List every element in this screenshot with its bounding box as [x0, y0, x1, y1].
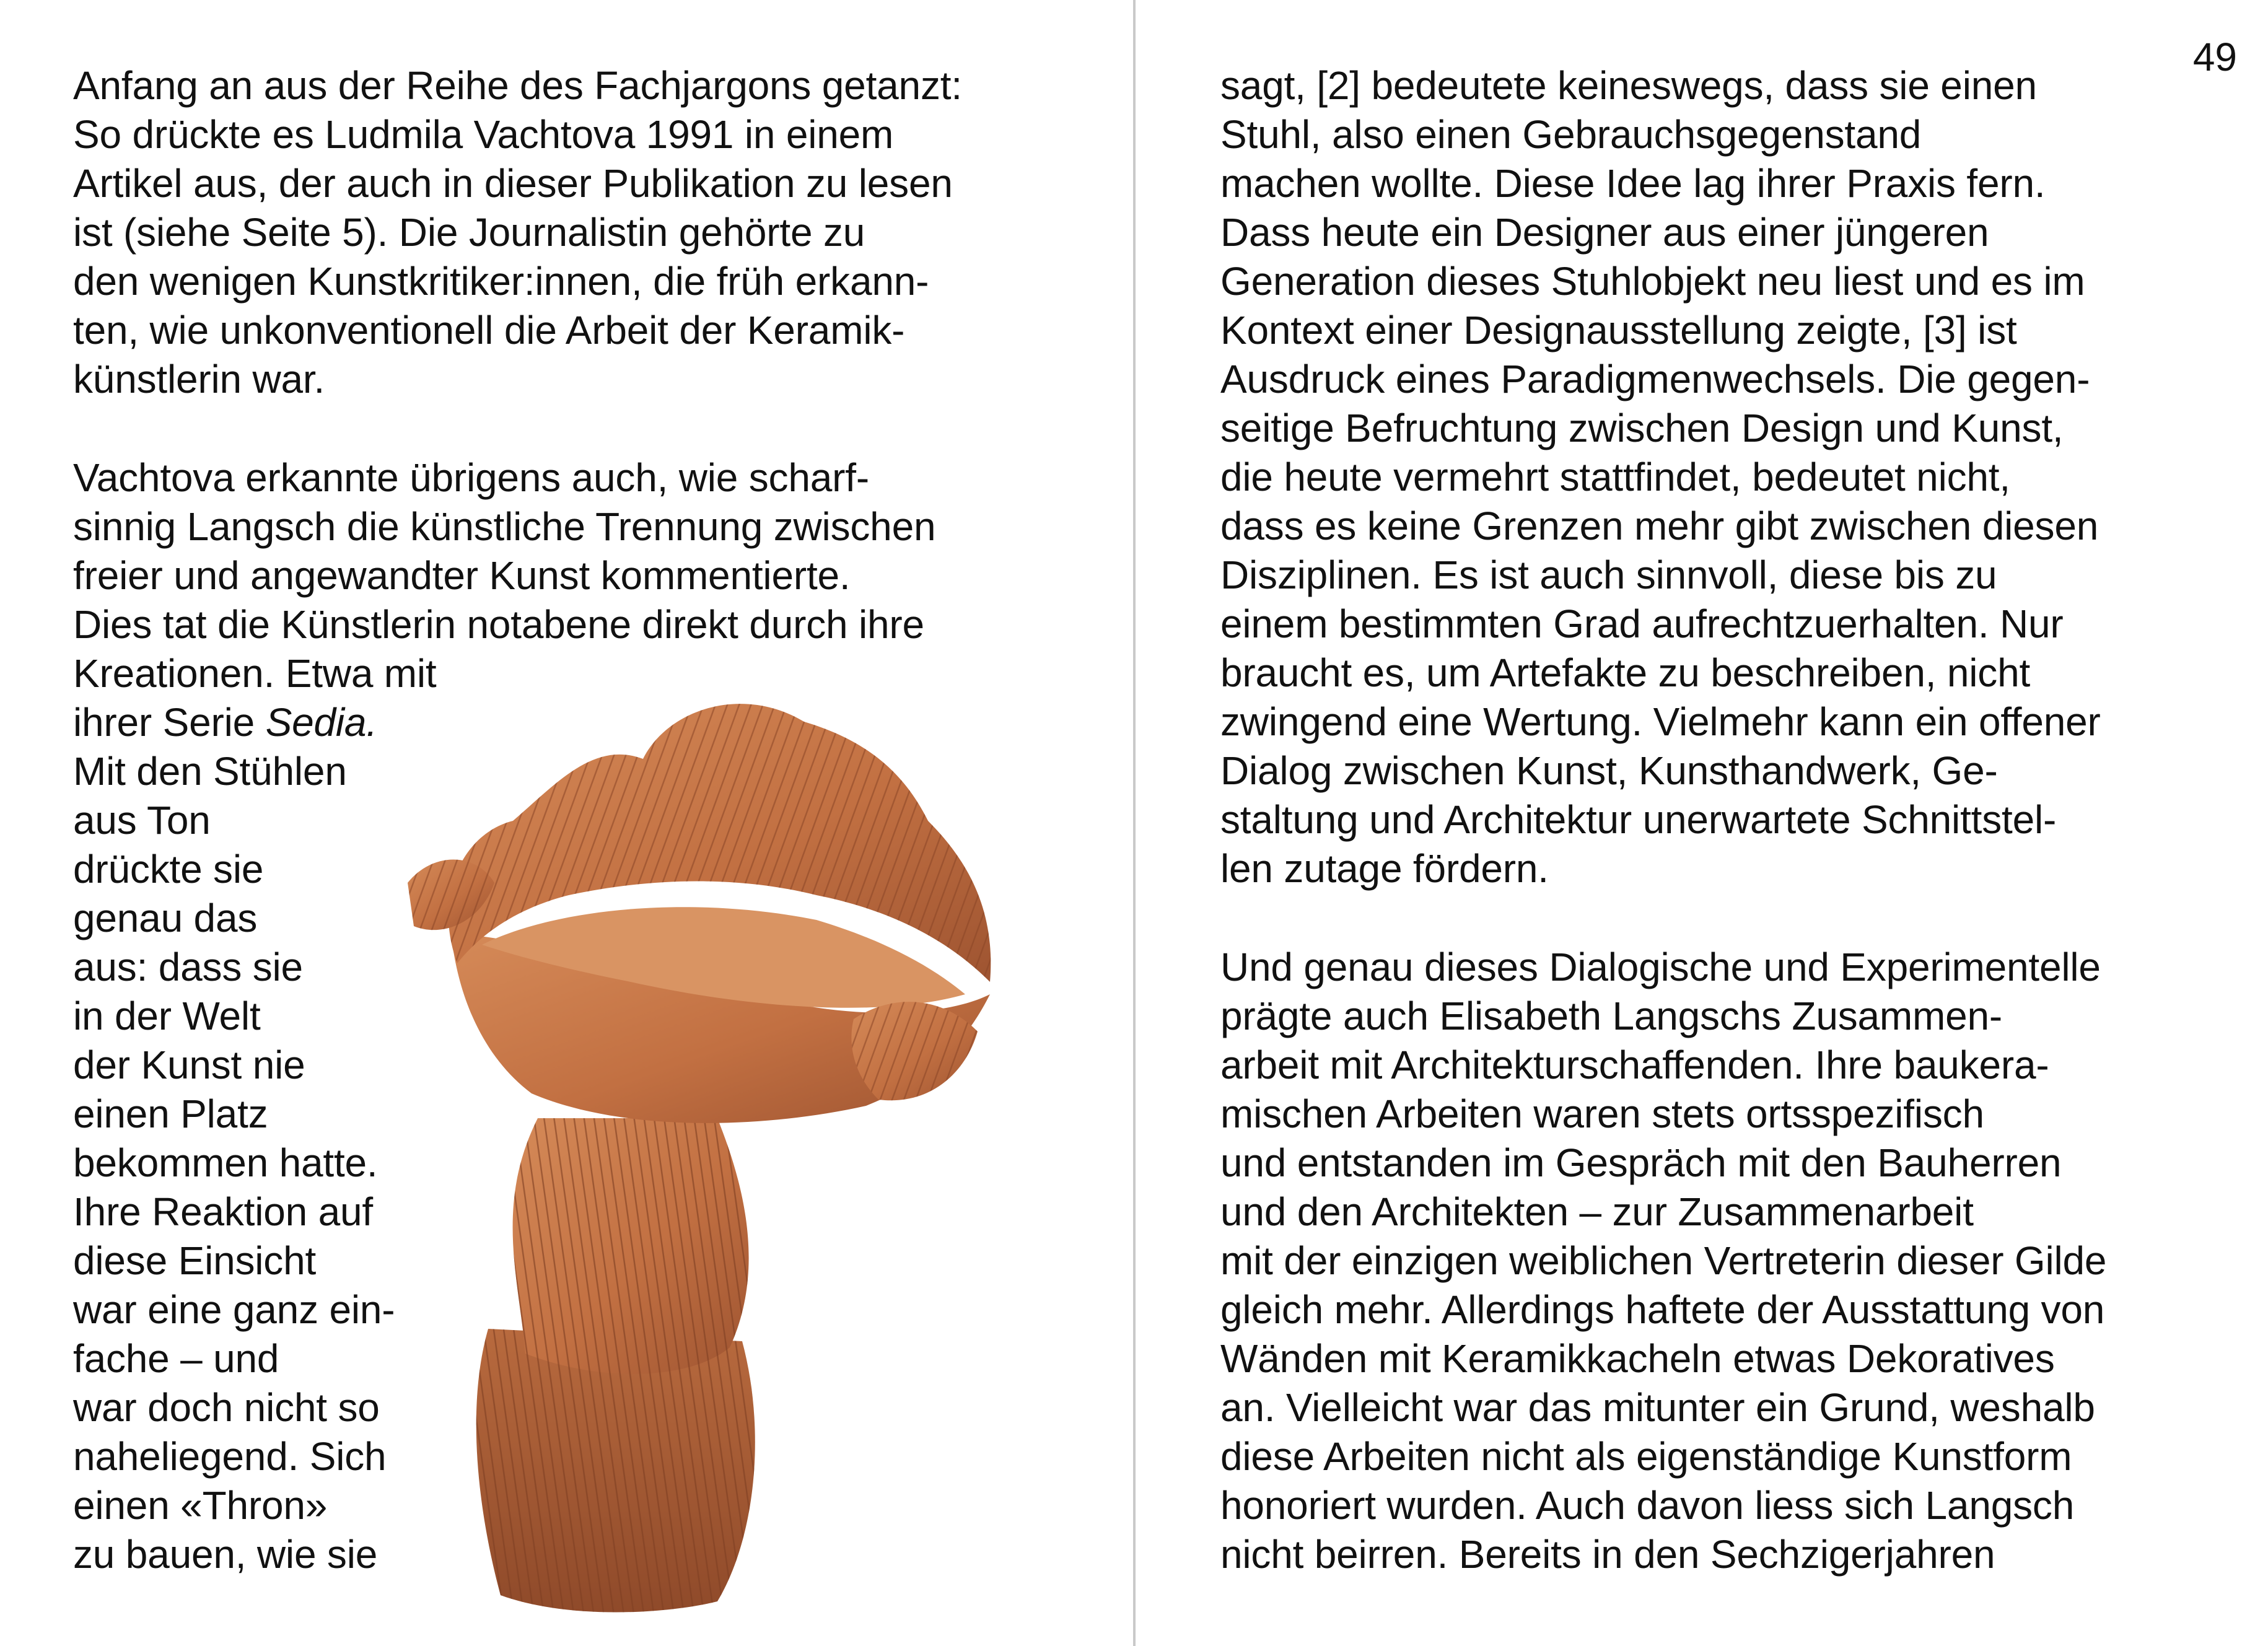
- text-line: Dies tat die Künstlerin notabene direkt durch ihre: [73, 602, 924, 647]
- text-line: dass es keine Grenzen mehr gibt zwischen diesen: [1220, 504, 2099, 548]
- text-line: fache – und: [73, 1336, 279, 1381]
- text-line: einen «Thron»: [73, 1483, 328, 1528]
- text-line: genau das: [73, 896, 258, 940]
- text-line: an. Vielleicht war das mitunter ein Grund, weshalb: [1220, 1385, 2095, 1430]
- text-line: sagt, [2] bedeutete keineswegs, dass sie einen: [1220, 63, 2037, 108]
- text-line: die heute vermehrt stattfindet, bedeutet nicht,: [1220, 455, 2010, 499]
- text-line: aus: dass sie: [73, 945, 303, 989]
- text-line: So drückte es Ludmila Vachtova 1991 in einem: [73, 112, 894, 157]
- text-line: den wenigen Kunstkritiker:innen, die früh erkann-: [73, 259, 929, 304]
- text-line: gleich mehr. Allerdings haftete der Ausstattung von: [1220, 1287, 2105, 1332]
- text-line: nicht beirren. Bereits in den Sechzigerjahren: [1220, 1532, 1995, 1577]
- text-line: Kontext einer Designausstellung zeigte, [3] ist: [1220, 308, 2017, 352]
- text-line: Ausdruck eines Paradigmenwechsels. Die gegen-: [1220, 357, 2090, 401]
- text-line: Dialog zwischen Kunst, Kunsthandwerk, Ge-: [1220, 748, 1998, 793]
- text-line: Generation dieses Stuhlobjekt neu liest und es im: [1220, 259, 2085, 304]
- text-line: einem bestimmten Grad aufrechtzuerhalten. Nur: [1220, 602, 2064, 646]
- text-line: freier und angewandter Kunst kommentierte.: [73, 553, 851, 598]
- text-line: ten, wie unkonventionell die Arbeit der Keramik-: [73, 308, 905, 352]
- text-line: honoriert wurden. Auch davon liess sich Langsch: [1220, 1483, 2075, 1528]
- left-page: [0, 0, 1133, 1646]
- right-page: [1136, 0, 2268, 1646]
- text-line: zu bauen, wie sie: [73, 1532, 378, 1577]
- text-line: arbeit mit Architekturschaffenden. Ihre baukera-: [1220, 1043, 2049, 1087]
- text-line: Anfang an aus der Reihe des Fachjargons getanzt:: [73, 63, 962, 108]
- text-line: machen wollte. Diese Idee lag ihrer Praxis fern.: [1220, 161, 2046, 206]
- text-line: seitige Befruchtung zwischen Design und Kunst,: [1220, 406, 2064, 450]
- text-line: der Kunst nie: [73, 1043, 305, 1087]
- text-line: und den Architekten – zur Zusammenarbeit: [1220, 1189, 1974, 1234]
- text-line: Und genau dieses Dialogische und Experimentelle: [1220, 945, 2101, 989]
- text-line: staltung und Architektur unerwartete Schnittstel-: [1220, 797, 2057, 842]
- text-line: [73, 698, 377, 747]
- text-line: Artikel aus, der auch in dieser Publikation zu lesen: [73, 161, 953, 206]
- text-line: Kreationen. Etwa mit: [73, 651, 437, 696]
- text-line: künstlerin war.: [73, 357, 325, 401]
- text-line: diese Arbeiten nicht als eigenständige Kunstform: [1220, 1434, 2072, 1479]
- page-number: 49: [2192, 35, 2237, 79]
- text-line: mit der einzigen weiblichen Vertreterin dieser Gilde: [1220, 1238, 2107, 1283]
- text-line: braucht es, um Artefakte zu beschreiben, nicht: [1220, 650, 2031, 695]
- text-line: bekommen hatte.: [73, 1140, 378, 1185]
- text-line: Disziplinen. Es ist auch sinnvoll, diese bis zu: [1220, 553, 1997, 597]
- text-line: drückte sie: [73, 847, 264, 891]
- text-line: naheliegend. Sich: [73, 1434, 387, 1479]
- text-line: Mit den Stühlen: [73, 749, 347, 794]
- series-title: Sedia.: [265, 700, 377, 745]
- text-line: len zutage fördern.: [1220, 846, 1549, 891]
- text-line: Stuhl, also einen Gebrauchsgegenstand: [1220, 112, 1922, 157]
- text-line: und entstanden im Gespräch mit den Bauherren: [1220, 1140, 2062, 1185]
- text-line: war eine ganz ein-: [73, 1287, 395, 1332]
- text-line: war doch nicht so: [73, 1385, 380, 1430]
- text-line: aus Ton: [73, 798, 211, 843]
- text-line: in der Welt: [73, 994, 261, 1038]
- text-line: Ihre Reaktion auf: [73, 1189, 374, 1234]
- text-line: Dass heute ein Designer aus einer jüngeren: [1220, 210, 1989, 255]
- text-line: mischen Arbeiten waren stets ortsspezifisch: [1220, 1092, 1984, 1136]
- text-line: diese Einsicht: [73, 1238, 317, 1283]
- text-line: prägte auch Elisabeth Langschs Zusammen-: [1220, 994, 2003, 1038]
- text-line: Vachtova erkannte übrigens auch, wie scharf-: [73, 455, 869, 500]
- text-fragment: ihrer Serie: [73, 700, 266, 745]
- text-line: sinnig Langsch die künstliche Trennung zwischen: [73, 504, 936, 549]
- text-line: einen Platz: [73, 1092, 268, 1136]
- text-line: zwingend eine Wertung. Vielmehr kann ein offener: [1220, 699, 2101, 744]
- text-line: ist (siehe Seite 5). Die Journalistin gehörte zu: [73, 210, 865, 255]
- ceramic-chair-image: [370, 672, 1089, 1629]
- text-line: Wänden mit Keramikkacheln etwas Dekoratives: [1220, 1336, 2055, 1381]
